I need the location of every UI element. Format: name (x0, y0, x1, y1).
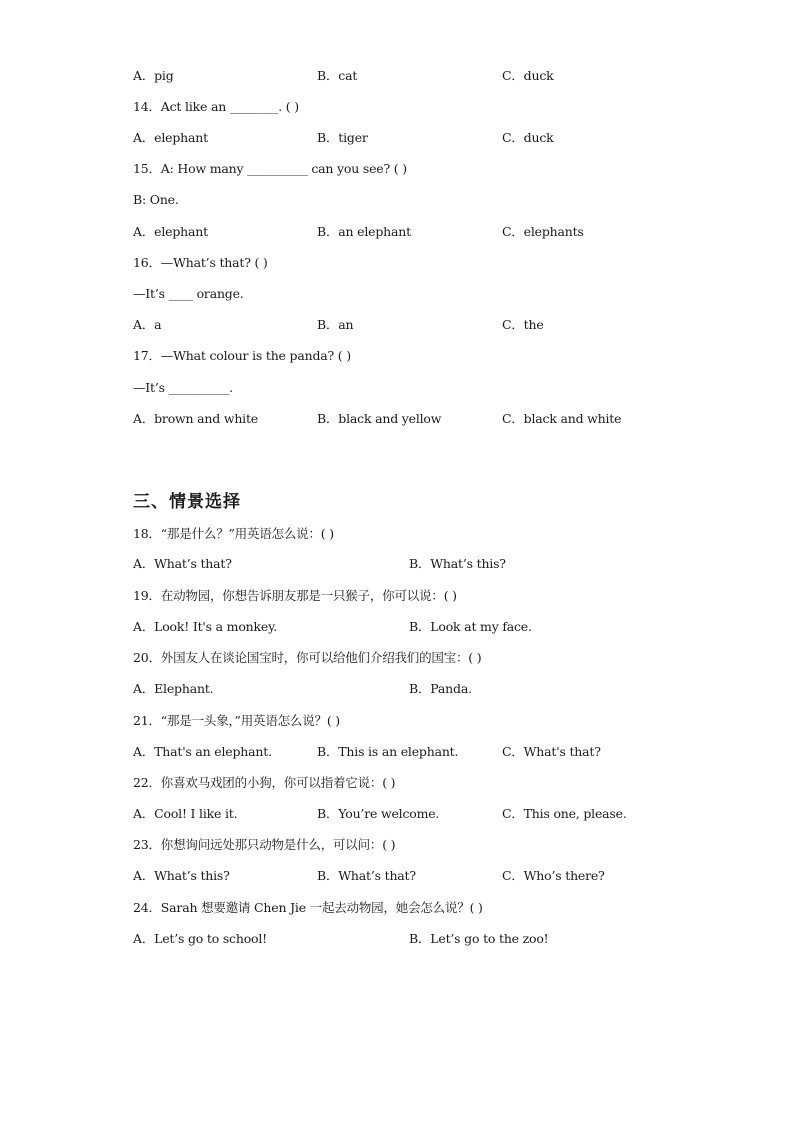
dialogue-line: —It’s ____ orange. (133, 286, 244, 301)
option-b[interactable]: B．black and yellow (317, 411, 442, 426)
question-stem: 18．“那是什么？”用英语怎么说：( ) (133, 526, 334, 541)
option-a[interactable]: A．What’s that? (133, 556, 232, 571)
option-a[interactable]: A．Let’s go to school! (133, 931, 267, 946)
option-a[interactable]: A．a (133, 317, 162, 332)
dialogue-line: —It’s __________. (133, 380, 233, 395)
question-stem: 24．Sarah 想要邀请 Chen Jie 一起去动物园，她会怎么说？( ) (133, 900, 483, 915)
option-c[interactable]: C．black and white (502, 411, 622, 426)
option-a[interactable]: A．Look! It's a monkey. (133, 619, 278, 634)
option-b[interactable]: B．cat (317, 68, 358, 83)
option-a[interactable]: A．What’s this? (133, 868, 230, 883)
option-c[interactable]: C．duck (502, 130, 554, 145)
option-c[interactable]: C．This one, please. (502, 806, 627, 821)
option-b[interactable]: B．tiger (317, 130, 368, 145)
section-title: 三、情景选择 (133, 492, 241, 512)
option-a[interactable]: A．elephant (133, 130, 208, 145)
option-a[interactable]: A．Cool! I like it. (133, 806, 238, 821)
option-c[interactable]: C．What's that? (502, 744, 601, 759)
option-a[interactable]: A．brown and white (133, 411, 258, 426)
option-c[interactable]: C．elephants (502, 224, 584, 239)
dialogue-line: B: One. (133, 192, 179, 207)
question-stem: 19．在动物园，你想告诉朋友那是一只猴子，你可以说：( ) (133, 588, 457, 603)
option-c[interactable]: C．Who’s there? (502, 868, 605, 883)
option-b[interactable]: B．Let’s go to the zoo! (409, 931, 549, 946)
option-b[interactable]: B．This is an elephant. (317, 744, 459, 759)
option-a[interactable]: A．elephant (133, 224, 208, 239)
question-stem: 16．—What’s that? ( ) (133, 255, 268, 270)
question-stem: 21．“那是一头象，”用英语怎么说？( ) (133, 713, 340, 728)
question-stem: 22．你喜欢马戏团的小狗，你可以指着它说：( ) (133, 775, 396, 790)
option-b[interactable]: B．What’s that? (317, 868, 416, 883)
option-b[interactable]: B．Panda. (409, 681, 472, 696)
option-c[interactable]: C．duck (502, 68, 554, 83)
option-b[interactable]: B．You’re welcome. (317, 806, 440, 821)
question-stem: 23．你想询问远处那只动物是什么，可以问：( ) (133, 837, 396, 852)
option-b[interactable]: B．an (317, 317, 354, 332)
question-stem: 17．—What colour is the panda? ( ) (133, 348, 351, 363)
option-b[interactable]: B．an elephant (317, 224, 411, 239)
option-a[interactable]: A．That's an elephant. (133, 744, 272, 759)
option-b[interactable]: B．What’s this? (409, 556, 506, 571)
question-stem: 20．外国友人在谈论国宝时，你可以给他们介绍我们的国宝：( ) (133, 650, 482, 665)
option-a[interactable]: A．pig (133, 68, 174, 83)
option-c[interactable]: C．the (502, 317, 544, 332)
question-stem: 15．A: How many __________ can you see? ( ) (133, 161, 407, 176)
option-a[interactable]: A．Elephant. (133, 681, 214, 696)
question-stem: 14．Act like an ________. ( ) (133, 99, 299, 114)
option-b[interactable]: B．Look at my face. (409, 619, 532, 634)
